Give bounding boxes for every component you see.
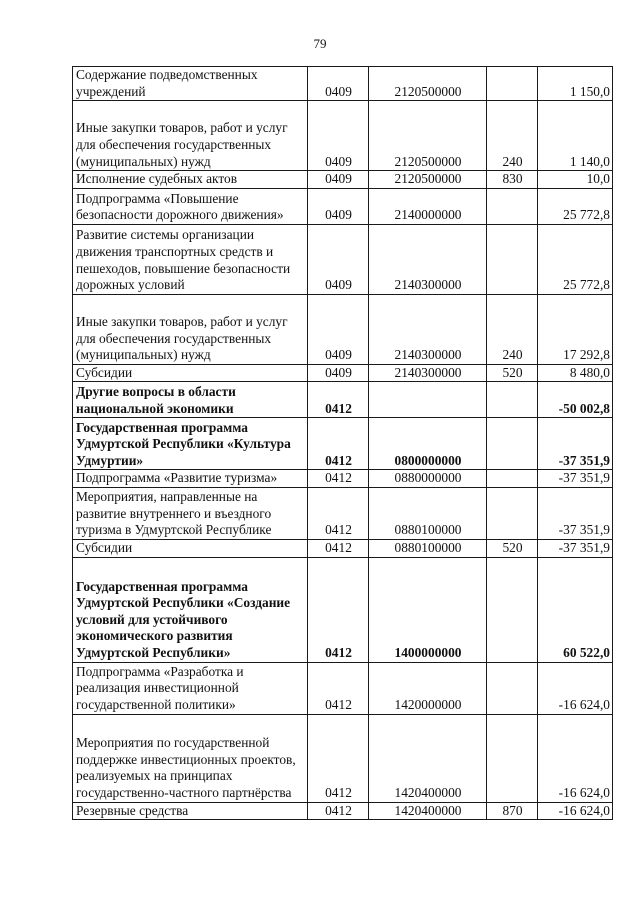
row-target-article-cell: 1420400000 bbox=[369, 714, 487, 802]
table-row bbox=[73, 714, 613, 802]
row-target-article-cell: 0880000000 bbox=[369, 470, 487, 488]
page-number: 79 bbox=[313, 36, 327, 51]
table-row bbox=[73, 418, 613, 470]
table-row bbox=[73, 662, 613, 714]
row-section-cell: 0409 bbox=[308, 294, 369, 364]
row-amount-cell: -37 351,9 bbox=[538, 487, 613, 539]
table-row bbox=[73, 487, 613, 539]
table-row bbox=[73, 67, 613, 101]
row-name-cell: Резервные средства bbox=[73, 802, 308, 820]
row-expense-type-cell bbox=[487, 188, 538, 224]
row-expense-type-cell bbox=[487, 470, 538, 488]
row-target-article-cell: 1420000000 bbox=[369, 662, 487, 714]
row-amount-cell: -16 624,0 bbox=[538, 802, 613, 820]
row-amount-cell: 25 772,8 bbox=[538, 224, 613, 294]
row-expense-type-cell: 870 bbox=[487, 802, 538, 820]
row-amount-cell: -16 624,0 bbox=[538, 714, 613, 802]
row-expense-type-cell bbox=[487, 418, 538, 470]
budget-table bbox=[72, 66, 613, 820]
row-section-cell: 0412 bbox=[308, 539, 369, 557]
row-target-article-cell: 2120500000 bbox=[369, 67, 487, 101]
row-target-article-cell bbox=[369, 382, 487, 418]
row-section-cell: 0409 bbox=[308, 171, 369, 189]
row-name-cell: Подпрограмма «Разработка и реализация инвестиционной государственной политики» bbox=[73, 662, 308, 714]
row-name-cell: Подпрограмма «Повышение безопасности дорожного движения» bbox=[73, 188, 308, 224]
row-amount-cell: 10,0 bbox=[538, 171, 613, 189]
table-row bbox=[73, 188, 613, 224]
row-name-cell: Мероприятия, направленные на развитие внутреннего и въездного туризма в Удмуртской Республике bbox=[73, 487, 308, 539]
row-target-article-cell: 1400000000 bbox=[369, 557, 487, 662]
row-name-cell: Другие вопросы в области национальной экономики bbox=[73, 382, 308, 418]
row-amount-cell: -50 002,8 bbox=[538, 382, 613, 418]
table-row bbox=[73, 294, 613, 364]
row-section-cell: 0412 bbox=[308, 557, 369, 662]
row-target-article-cell: 2140300000 bbox=[369, 224, 487, 294]
row-amount-cell: 1 140,0 bbox=[538, 101, 613, 171]
row-name-cell: Государственная программа Удмуртской Республики «Культура Удмуртии» bbox=[73, 418, 308, 470]
table-row bbox=[73, 171, 613, 189]
table-row bbox=[73, 364, 613, 382]
row-section-cell: 0412 bbox=[308, 382, 369, 418]
row-target-article-cell: 2140300000 bbox=[369, 364, 487, 382]
row-expense-type-cell: 520 bbox=[487, 539, 538, 557]
row-expense-type-cell bbox=[487, 662, 538, 714]
row-section-cell: 0412 bbox=[308, 802, 369, 820]
table-row bbox=[73, 224, 613, 294]
budget-table-body bbox=[73, 67, 613, 820]
row-section-cell: 0412 bbox=[308, 470, 369, 488]
row-amount-cell: 8 480,0 bbox=[538, 364, 613, 382]
row-expense-type-cell: 520 bbox=[487, 364, 538, 382]
row-amount-cell: -16 624,0 bbox=[538, 662, 613, 714]
row-target-article-cell: 2120500000 bbox=[369, 171, 487, 189]
row-amount-cell: 25 772,8 bbox=[538, 188, 613, 224]
row-name-cell: Развитие системы организации движения транспортных средств и пешеходов, повышение безопасности дорожных условий bbox=[73, 224, 308, 294]
row-name-cell: Исполнение судебных актов bbox=[73, 171, 308, 189]
row-expense-type-cell bbox=[487, 714, 538, 802]
table-row bbox=[73, 802, 613, 820]
row-expense-type-cell: 240 bbox=[487, 294, 538, 364]
row-amount-cell: -37 351,9 bbox=[538, 470, 613, 488]
table-row bbox=[73, 101, 613, 171]
row-expense-type-cell bbox=[487, 487, 538, 539]
row-name-cell: Содержание подведомственных учреждений bbox=[73, 67, 308, 101]
row-expense-type-cell: 830 bbox=[487, 171, 538, 189]
row-section-cell: 0409 bbox=[308, 364, 369, 382]
row-target-article-cell: 2140000000 bbox=[369, 188, 487, 224]
row-amount-cell: -37 351,9 bbox=[538, 539, 613, 557]
row-amount-cell: 60 522,0 bbox=[538, 557, 613, 662]
row-amount-cell: -37 351,9 bbox=[538, 418, 613, 470]
row-section-cell: 0409 bbox=[308, 188, 369, 224]
row-name-cell: Иные закупки товаров, работ и услуг для обеспечения государственных (муниципальных) нужд bbox=[73, 294, 308, 364]
row-name-cell: Иные закупки товаров, работ и услуг для обеспечения государственных (муниципальных) нужд bbox=[73, 101, 308, 171]
row-target-article-cell: 2140300000 bbox=[369, 294, 487, 364]
table-row bbox=[73, 539, 613, 557]
row-target-article-cell: 0880100000 bbox=[369, 487, 487, 539]
row-name-cell: Мероприятия по государственной поддержке инвестиционных проектов, реализуемых на принципах государственно-частного партнёрства bbox=[73, 714, 308, 802]
row-section-cell: 0409 bbox=[308, 224, 369, 294]
row-name-cell: Подпрограмма «Развитие туризма» bbox=[73, 470, 308, 488]
row-target-article-cell: 2120500000 bbox=[369, 101, 487, 171]
row-section-cell: 0412 bbox=[308, 662, 369, 714]
row-section-cell: 0412 bbox=[308, 418, 369, 470]
row-expense-type-cell: 240 bbox=[487, 101, 538, 171]
row-name-cell: Субсидии bbox=[73, 364, 308, 382]
row-name-cell: Субсидии bbox=[73, 539, 308, 557]
row-expense-type-cell bbox=[487, 67, 538, 101]
table-row bbox=[73, 382, 613, 418]
row-name-cell: Государственная программа Удмуртской Республики «Создание условий для устойчивого экономического развития Удмуртской Республики» bbox=[73, 557, 308, 662]
row-amount-cell: 1 150,0 bbox=[538, 67, 613, 101]
row-expense-type-cell bbox=[487, 224, 538, 294]
row-section-cell: 0412 bbox=[308, 487, 369, 539]
table-row bbox=[73, 557, 613, 662]
row-target-article-cell: 0800000000 bbox=[369, 418, 487, 470]
row-target-article-cell: 1420400000 bbox=[369, 802, 487, 820]
row-expense-type-cell bbox=[487, 382, 538, 418]
row-section-cell: 0412 bbox=[308, 714, 369, 802]
row-section-cell: 0409 bbox=[308, 67, 369, 101]
row-amount-cell: 17 292,8 bbox=[538, 294, 613, 364]
row-target-article-cell: 0880100000 bbox=[369, 539, 487, 557]
table-row bbox=[73, 470, 613, 488]
row-section-cell: 0409 bbox=[308, 101, 369, 171]
row-expense-type-cell bbox=[487, 557, 538, 662]
